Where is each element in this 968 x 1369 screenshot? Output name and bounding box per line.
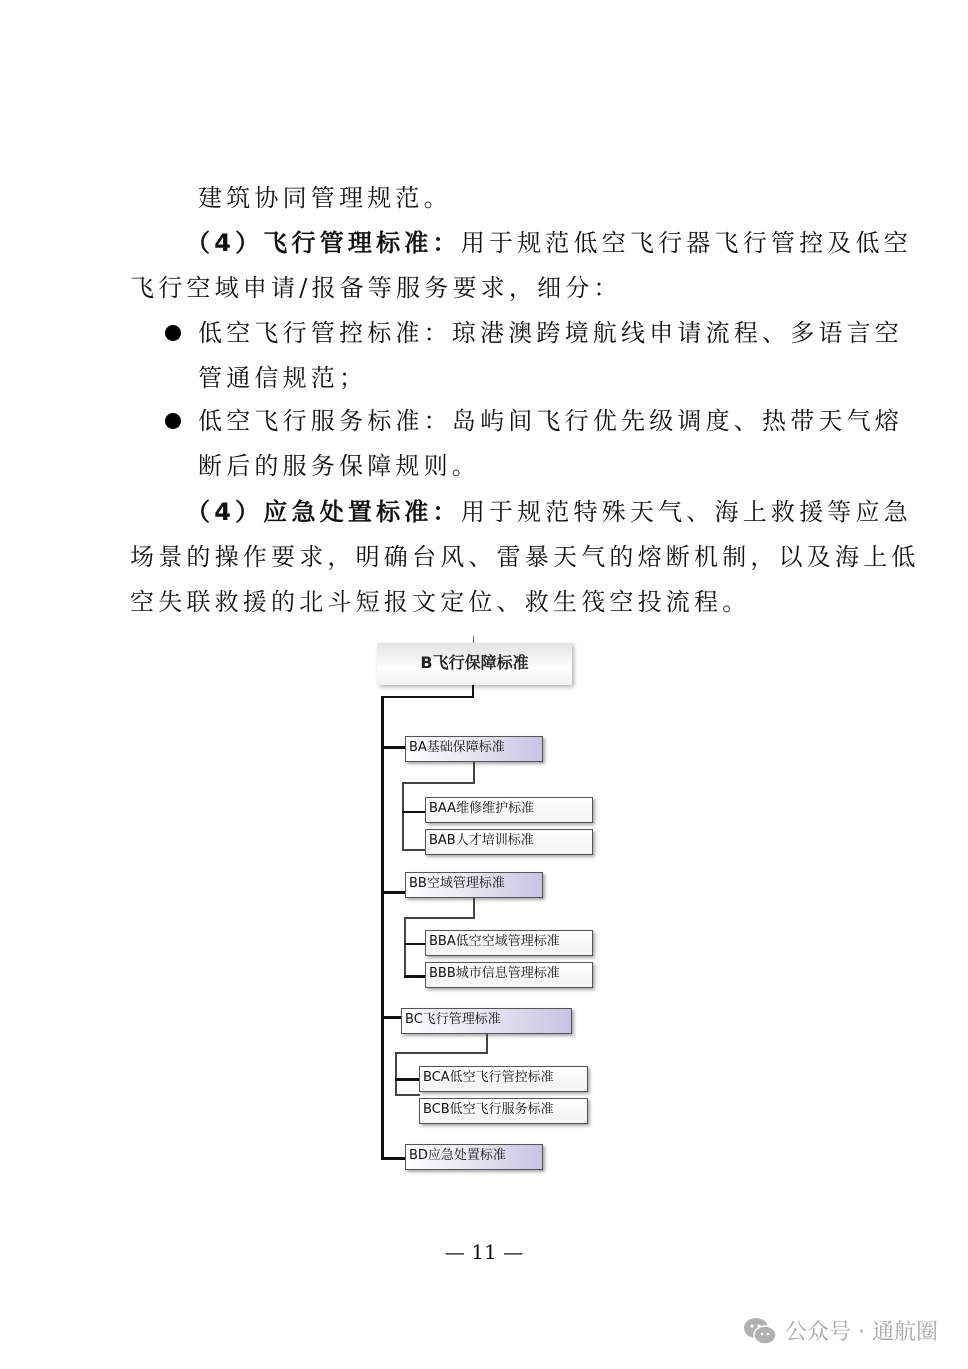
list-item: 断后的服务保障规则。 xyxy=(198,452,480,480)
connector xyxy=(381,696,474,698)
watermark xyxy=(743,1315,938,1346)
bullet-icon xyxy=(165,413,181,429)
paragraph-line: 建筑协同管理规范。 xyxy=(198,184,452,212)
node-BC: BC飞行管理标准 xyxy=(401,1008,572,1034)
connector-trunk xyxy=(381,696,384,1160)
node-BBB: BBB城市信息管理标准 xyxy=(425,962,593,988)
node-BCB: BCB低空飞行服务标准 xyxy=(419,1098,588,1124)
connector xyxy=(381,1016,403,1019)
watermark-text: 公众号 · 通航圈 xyxy=(785,1320,938,1345)
connector xyxy=(473,762,475,783)
connector xyxy=(404,917,406,977)
bullet-icon xyxy=(165,325,181,341)
node-BBA: BBA低空空域管理标准 xyxy=(425,930,593,956)
node-BA: BA基础保障标准 xyxy=(405,736,543,762)
connector xyxy=(381,891,406,894)
connector xyxy=(486,1034,488,1053)
connector xyxy=(381,1157,406,1160)
paragraph-line: 空失联救援的北斗短报文定位、救生筏空投流程。 xyxy=(130,588,751,616)
list-item: 管通信规范； xyxy=(198,364,368,392)
connector xyxy=(404,943,427,945)
list-item: 低空飞行管控标准：琼港澳跨境航线申请流程、多语言空 xyxy=(198,319,903,347)
section-heading-emergency: （4）应急处置标准： xyxy=(186,498,461,526)
connector xyxy=(381,746,406,749)
connector xyxy=(402,782,404,850)
paragraph-line: （4）飞行管理标准：用于规范低空飞行器飞行管控及低空 xyxy=(186,229,912,257)
paragraph-line: （4）应急处置标准：用于规范特殊天气、海上救援等应急 xyxy=(186,498,912,526)
list-item: 低空飞行服务标准：岛屿间飞行优先级调度、热带天气熔 xyxy=(198,407,903,435)
section-heading-flight: （4）飞行管理标准： xyxy=(186,229,461,257)
connector xyxy=(473,898,475,918)
node-BB: BB空域管理标准 xyxy=(405,872,543,898)
connector xyxy=(402,811,427,813)
wechat-icon xyxy=(743,1316,777,1346)
page-number: — 11 — xyxy=(444,1240,524,1264)
paragraph-line: 飞行空域申请/报备等服务要求，细分： xyxy=(130,274,622,302)
node-BAB: BAB人才培训标准 xyxy=(425,829,593,855)
paragraph-line: 场景的操作要求，明确台风、雷暴天气的熔断机制，以及海上低 xyxy=(130,543,920,571)
connector xyxy=(402,849,427,851)
node-root: B飞行保障标准 xyxy=(377,643,572,685)
connector xyxy=(395,1078,420,1081)
node-BD: BD应急处置标准 xyxy=(405,1144,543,1170)
connector xyxy=(402,782,475,784)
connector xyxy=(395,1052,397,1096)
connector xyxy=(404,975,427,978)
node-BCA: BCA低空飞行管控标准 xyxy=(419,1066,588,1092)
connector xyxy=(395,1052,488,1054)
connector xyxy=(404,917,475,919)
connector xyxy=(395,1094,420,1096)
node-BAA: BAA维修维护标准 xyxy=(425,797,593,823)
